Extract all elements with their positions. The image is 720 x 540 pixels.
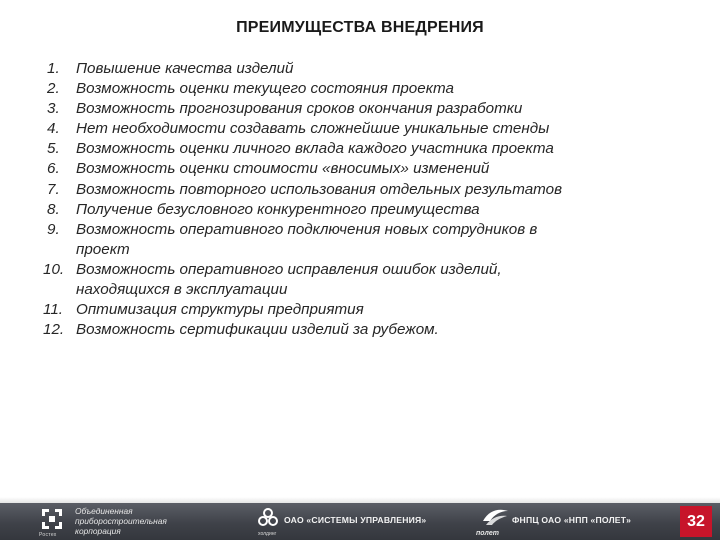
list-item-number: 1. (47, 60, 60, 77)
list-item-text: Возможность прогнозирования сроков окончания разработки (76, 100, 523, 118)
list-item (47, 159, 687, 179)
company-name-systems: ОАО «СИСТЕМЫ УПРАВЛЕНИЯ» (284, 515, 427, 525)
list-item-text: Получение безусловного конкурентного преимущества (76, 200, 480, 218)
list-item-number: 5. (47, 140, 60, 158)
list-item-number: 4. (47, 120, 60, 138)
list-item-number: 6. (47, 160, 60, 178)
list-item-text: Возможность сертификации изделий за рубежом. (76, 321, 439, 339)
list-item-number: 8. (47, 200, 60, 218)
list-item-text: Оптимизация структуры предприятия (76, 301, 364, 319)
list-item (47, 139, 687, 159)
corporation-name-line: Объединенная (75, 506, 133, 516)
company-name-polet: ФНПЦ ОАО «НПП «ПОЛЕТ» (512, 515, 632, 525)
list-item-text: Возможность оценки личного вклада каждого участника проекта (76, 140, 554, 158)
benefits-list (43, 59, 687, 340)
corporation-name-line: корпорация (75, 526, 121, 536)
corporation-logo-icon (40, 507, 64, 531)
list-item-text: Возможность повторного использования отдельных результатов (76, 180, 563, 198)
corporation-name-line: приборостроительная (75, 516, 167, 526)
list-item-text: Возможность оценки стоимости «вносимых» изменений (76, 160, 490, 178)
footer-bar (0, 503, 720, 540)
list-item-text: Возможность оперативного подключения новых сотрудников в (76, 220, 538, 238)
logo-holding-label: холдинг (258, 531, 277, 537)
systems-management-logo-icon (258, 508, 278, 528)
polet-logo-icon (480, 507, 510, 529)
list-item-number: 11. (43, 301, 63, 319)
list-item-number: 10. (43, 260, 65, 278)
list-item (47, 99, 687, 119)
list-item-number: 9. (47, 220, 60, 238)
corporation-name (75, 506, 185, 536)
logo-polet-label: полет (476, 530, 499, 537)
list-item (47, 59, 687, 79)
list-item (43, 300, 687, 320)
list-item-number: 12. (43, 321, 65, 339)
list-item-text: проект (76, 240, 130, 258)
list-item-text: Нет необходимости создавать сложнейшие уникальные стенды (76, 120, 550, 138)
list-item-text: Возможность оценки текущего состояния проекта (76, 80, 454, 98)
list-item (47, 220, 687, 260)
list-item-text: Повышение качества изделий (76, 60, 294, 77)
list-item (43, 260, 687, 300)
list-item-number: 7. (47, 180, 60, 198)
list-item (47, 180, 687, 200)
list-item (47, 200, 687, 220)
list-item-number: 2. (47, 80, 60, 98)
list-item (43, 320, 687, 340)
logo-rostec-label: Ростех (39, 532, 57, 538)
list-item-text: находящихся в эксплуатации (76, 281, 288, 299)
page-number: 32 (680, 506, 712, 537)
list-item-text: Возможность оперативного исправления ошибок изделий, (76, 260, 502, 278)
slide-title: ПРЕИМУЩЕСТВА ВНЕДРЕНИЯ (236, 19, 484, 36)
list-item (47, 79, 687, 99)
list-item (47, 119, 687, 139)
list-item-number: 3. (47, 100, 60, 118)
